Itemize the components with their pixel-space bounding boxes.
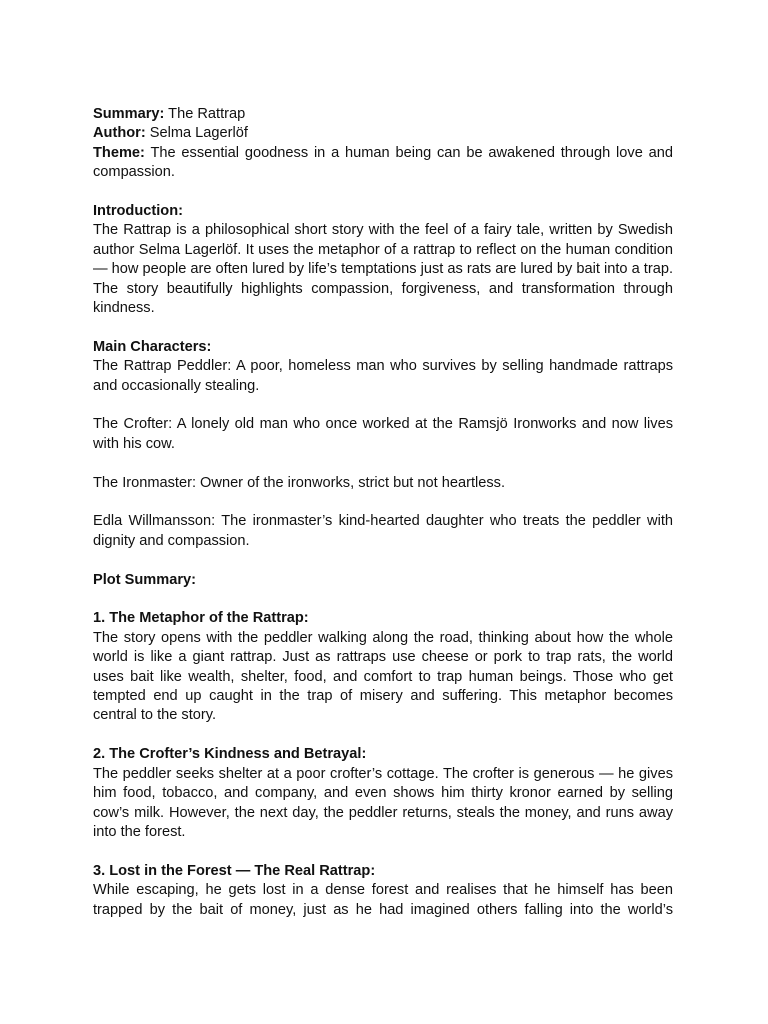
plot-heading: Plot Summary: xyxy=(93,571,196,588)
theme-value: The essential goodness in a human being can be awakened through love and compassion. xyxy=(93,144,673,181)
theme-label: Theme: xyxy=(93,144,145,161)
character-edla: Edla Willmansson: The ironmaster’s kind-hearted daughter who treats the peddler with dignity and compassion. xyxy=(93,513,673,549)
introduction-heading: Introduction: xyxy=(93,203,183,220)
character-ironmaster: The Ironmaster: Owner of the ironworks, strict but not heartless. xyxy=(93,474,506,491)
plot-section-title-2: 2. The Crofter’s Kindness and Betrayal: xyxy=(93,746,367,763)
character-crofter: The Crofter: A lonely old man who once worked at the Ramsjö Ironworks and now lives with his cow. xyxy=(93,416,673,452)
author-label: Author: xyxy=(93,125,146,142)
plot-section-title-1: 1. The Metaphor of the Rattrap: xyxy=(93,610,309,627)
plot-section-text-2: The peddler seeks shelter at a poor crofter’s cottage. The crofter is generous — he gives him food, tobacco, and company, and even shows him thirty kronor earned by selling cow’s milk. However, the next day, the peddler returns, steals the money, and runs away into the forest. xyxy=(93,765,673,840)
character-peddler: The Rattrap Peddler: A poor, homeless man who survives by selling handmade rattraps and occasionally stealing. xyxy=(93,358,673,394)
summary-label: Summary: xyxy=(93,106,165,122)
author-value: Selma Lagerlöf xyxy=(145,125,248,142)
summary-line xyxy=(93,105,673,124)
author-line xyxy=(93,124,673,143)
introduction-text: The Rattrap is a philosophical short story with the feel of a fairy tale, written by Swedish author Selma Lagerlöf. It uses the metaphor of a rattrap to reflect on the human condition — how people are often lured by life’s temptations just as rats are lured by bait into a trap. The story beautifully highlights compassion, forgiveness, and transformation through kindness. xyxy=(93,222,673,317)
characters-heading: Main Characters: xyxy=(93,338,212,355)
theme-line xyxy=(93,144,673,183)
plot-section-text-1: The story opens with the peddler walking along the road, thinking about how the whole world is like a giant rattrap. Just as rattraps use cheese or pork to trap rats, the world uses bait like wealth, shelter, food, and comfort to trap human beings. Those who get tempted end up caught in the trap of misery and suffering. This metaphor becomes central to the story. xyxy=(93,629,673,724)
plot-section-title-3: 3. Lost in the Forest — The Real Rattrap: xyxy=(93,862,376,879)
plot-section-text-3: While escaping, he gets lost in a dense forest and realises that he himself has been trapped by the bait of money, just as he had imagined others falling into the world’s xyxy=(93,882,673,918)
document-page xyxy=(93,105,673,920)
summary-value: The Rattrap xyxy=(164,106,246,122)
